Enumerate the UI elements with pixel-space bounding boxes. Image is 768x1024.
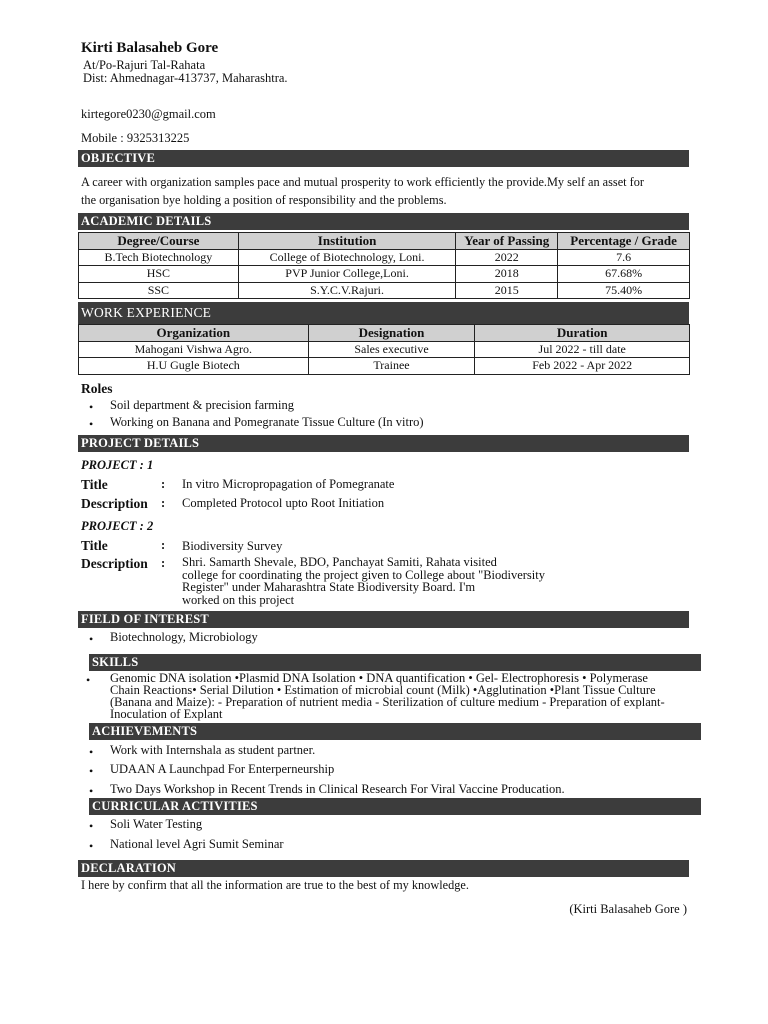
table-cell: HSC — [79, 266, 239, 283]
skills-heading: SKILLS — [89, 654, 701, 671]
projects-heading: PROJECT DETAILS — [78, 435, 689, 452]
academic-col-degree: Degree/Course — [79, 233, 239, 250]
work-col-duration: Duration — [475, 325, 690, 342]
bullet-icon: • — [86, 673, 91, 687]
achievement-item: Work with Internshala as student partner. — [110, 743, 316, 757]
achievement-item: Two Days Workshop in Recent Trends in Clinical Research For Viral Vaccine Producation. — [110, 782, 565, 796]
table-cell: Sales executive — [308, 341, 475, 358]
work-header-row — [79, 325, 690, 342]
project-1-description: Completed Protocol upto Root Initiation — [182, 496, 385, 510]
work-heading: WORK EXPERIENCE — [78, 302, 689, 324]
colon: : — [161, 496, 166, 510]
address-line-2: Dist: Ahmednagar-413737, Maharashtra. — [83, 71, 288, 85]
role-item: Working on Banana and Pomegranate Tissue Culture (In vitro) — [110, 415, 424, 429]
academic-table — [78, 232, 690, 299]
table-cell: 2018 — [456, 266, 558, 283]
work-col-organization: Organization — [79, 325, 309, 342]
table-cell: SSC — [79, 282, 239, 299]
table-cell: S.Y.C.V.Rajuri. — [238, 282, 456, 299]
project-1-description-label: Description — [81, 496, 148, 511]
role-item: Soil department & precision farming — [110, 398, 294, 412]
achievement-item: UDAAN A Launchpad For Enterperneurship — [110, 762, 335, 776]
colon: : — [161, 556, 166, 570]
email-text: kirtegore0230@gmail.com — [81, 107, 216, 121]
project-1-title-label: Title — [81, 477, 108, 492]
bullet-icon: • — [89, 632, 94, 646]
colon: : — [161, 538, 166, 552]
project-2-description-label: Description — [81, 556, 148, 571]
skills-line-2: Chain Reactions• Serial Dilution • Estimation of microbial count (Milk) •Agglutination •Plant Tissue Culture — [110, 683, 656, 697]
table-cell: B.Tech Biotechnology — [79, 249, 239, 266]
table-cell: Jul 2022 - till date — [475, 341, 690, 358]
table-cell: College of Biotechnology, Loni. — [238, 249, 456, 266]
academic-col-year: Year of Passing — [456, 233, 558, 250]
work-table — [78, 324, 690, 375]
bullet-icon: • — [89, 417, 94, 431]
curricular-item: Soli Water Testing — [110, 817, 203, 831]
table-row — [79, 282, 690, 299]
address-line-1: At/Po-Rajuri Tal-Rahata — [83, 58, 206, 72]
mobile-text: Mobile : 9325313225 — [81, 131, 190, 145]
skills-line-3: (Banana and Maize): - Preparation of nutrient media - Sterilization of culture medium - Preparation of explant- — [110, 695, 665, 709]
academic-heading: ACADEMIC DETAILS — [78, 213, 689, 230]
table-cell: 67.68% — [558, 266, 690, 283]
skills-line-1: Genomic DNA isolation •Plasmid DNA Isolation • DNA quantification • Gel- Electrophoresis • Polymerase — [110, 671, 648, 685]
objective-line-1: A career with organization samples pace and mutual prosperity to work efficiently the provide.My self an asset for — [81, 175, 644, 189]
project-1-label: PROJECT : 1 — [81, 458, 154, 472]
bullet-icon: • — [89, 819, 94, 833]
academic-header-row — [79, 233, 690, 250]
table-row — [79, 358, 690, 375]
roles-heading: Roles — [81, 381, 113, 396]
table-cell: PVP Junior College,Loni. — [238, 266, 456, 283]
table-cell: Mahogani Vishwa Agro. — [79, 341, 309, 358]
bullet-icon: • — [89, 764, 94, 778]
table-cell: 7.6 — [558, 249, 690, 266]
table-cell: Trainee — [308, 358, 475, 375]
table-row — [79, 249, 690, 266]
skills-line-4: Inoculation of Explant — [110, 707, 223, 721]
bullet-icon: • — [89, 745, 94, 759]
project-2-title: Biodiversity Survey — [182, 539, 283, 553]
table-cell: 2015 — [456, 282, 558, 299]
colon: : — [161, 477, 166, 491]
work-col-designation: Designation — [308, 325, 475, 342]
project-2-label: PROJECT : 2 — [81, 519, 154, 533]
table-cell: 75.40% — [558, 282, 690, 299]
project-2-description-line-2: college for coordinating the project given to College about "Biodiversity — [182, 568, 545, 582]
curricular-heading: CURRICULAR ACTIVITIES — [89, 798, 701, 815]
project-2-description-line-4: worked on this project — [182, 593, 295, 607]
table-cell: H.U Gugle Biotech — [79, 358, 309, 375]
signature-name: (Kirti Balasaheb Gore ) — [569, 902, 687, 916]
project-2-title-label: Title — [81, 538, 108, 553]
bullet-icon: • — [89, 400, 94, 414]
bullet-icon: • — [89, 784, 94, 798]
table-row — [79, 341, 690, 358]
table-row — [79, 266, 690, 283]
table-cell: 2022 — [456, 249, 558, 266]
project-1-title: In vitro Micropropagation of Pomegranate — [182, 477, 395, 491]
curricular-item: National level Agri Sumit Seminar — [110, 837, 284, 851]
project-2-description-line-3: Register" under Maharashtra State Biodiversity Board. I'm — [182, 580, 476, 594]
bullet-icon: • — [89, 839, 94, 853]
candidate-name: Kirti Balasaheb Gore — [81, 40, 219, 56]
objective-heading: OBJECTIVE — [78, 150, 689, 167]
objective-line-2: the organisation bye holding a position of responsibility and the problems. — [81, 193, 447, 207]
achievements-heading: ACHIEVEMENTS — [89, 723, 701, 740]
project-2-description-line-1: Shri. Samarth Shevale, BDO, Panchayat Samiti, Rahata visited — [182, 555, 497, 569]
academic-col-institution: Institution — [238, 233, 456, 250]
table-cell: Feb 2022 - Apr 2022 — [475, 358, 690, 375]
academic-col-grade: Percentage / Grade — [558, 233, 690, 250]
interest-heading: FIELD OF INTEREST — [78, 611, 689, 628]
declaration-text: I here by confirm that all the information are true to the best of my knowledge. — [81, 878, 469, 892]
interest-item: Biotechnology, Microbiology — [110, 630, 258, 644]
declaration-heading: DECLARATION — [78, 860, 689, 877]
